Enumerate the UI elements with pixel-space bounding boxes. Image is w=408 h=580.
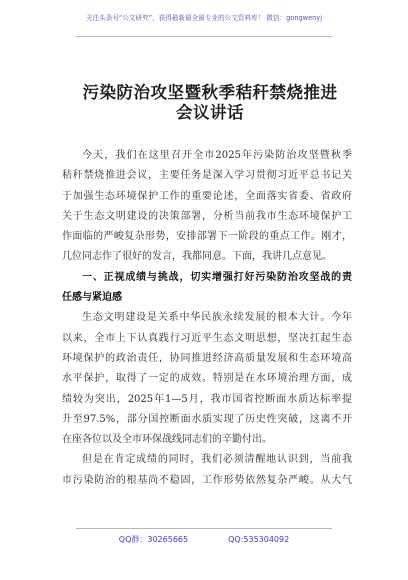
footer-contacts [0,534,408,546]
body-line: 秸秆禁烧推进会议，主要任务是深入学习贯彻习近平总书记关 [62,170,352,182]
document-title [60,83,360,123]
title-line-2: 会议讲话 [176,103,244,122]
body-line: 生态文明建设是关系中华民族永续发展的根本大计。今年 [82,312,352,324]
header-rule [76,36,332,37]
section-heading: 任感与紧迫感 [62,292,122,304]
footer-qq-group: QQ群：30265665 [118,535,189,544]
title-line-1: 污染防治攻坚暨秋季秸秆禁烧推进 [82,83,338,102]
body-line: 在座各位以及全市环保战线同志们的辛勤付出。 [62,434,272,446]
body-line: 绩较为突出，2025年1—5月，我市国省控断面水质达标率提 [62,393,352,405]
body-line: 升至97.5%，部分国控断面水质实现了历史性突破，这离不开 [62,413,352,425]
body-line: 以来，全市上下认真践行习近平生态文明思想，坚决扛起生态 [62,332,352,344]
body-line: 今天，我们在这里召开全市2025年污染防治攻坚暨秋季 [82,150,352,161]
body-line: 环境保护的政治责任，协同推进经济高质量发展和生态环境高 [62,352,352,364]
header-banner: 关注头条号“公文研究”，获得最新最全最专业的公文资料库！ 微信：gongwenyj [85,14,323,22]
body-line: 水平保护，取得了一定的成效。特别是在水环境治理方面，成 [62,373,352,385]
body-line: 市污染防治的根基尚不稳固，工作形势依然复杂严峻。从大气 [62,474,352,486]
footer-qq-number: QQ:535304092 [228,535,290,544]
body-line: 但是在肯定成绩的同时，我们必须清醒地认识到，当前我 [82,454,352,466]
document-body [62,146,352,491]
body-line: 关于生态文明建设的决策部署，分析当前我市生态环境保护工 [62,210,352,222]
section-heading: 一、正视成绩与挑战，切实增强打好污染防治攻坚战的责 [82,271,352,283]
body-line: 几位同志作了很好的发言，我都同意。下面，我讲几点意见。 [62,251,332,263]
body-line: 于加强生态环境保护工作的重要论述，全面落实省委、省政府 [62,190,352,202]
body-line: 作面临的严峻复杂形势，安排部署下一阶段的重点工作。刚才， [62,231,352,243]
footer-rule [76,528,332,529]
